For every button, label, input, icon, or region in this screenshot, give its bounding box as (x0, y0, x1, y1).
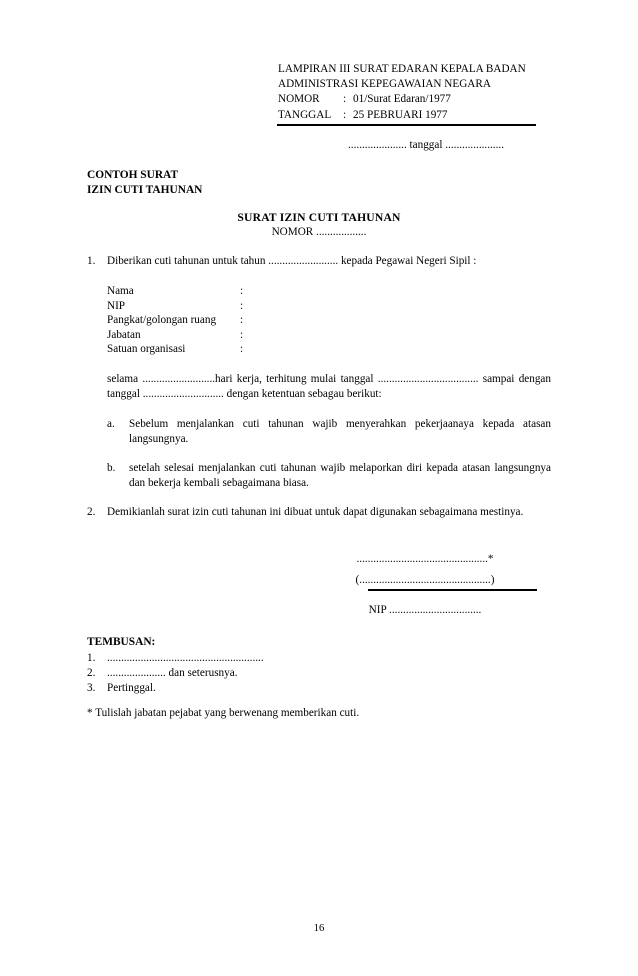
attachment-header-nomor-value: 01/Surat Edaran/1977 (353, 93, 451, 106)
signature-name-line: (...............................................) (355, 574, 495, 586)
attachment-header-tanggal-label: TANGGAL (278, 108, 332, 121)
tembusan-item-2 (87, 666, 264, 681)
clause-2-number: 2. (87, 506, 96, 518)
tembusan-item-1-number: 1. (87, 652, 96, 664)
document-title: SURAT IZIN CUTI TAHUNAN (237, 211, 401, 224)
sample-letter-caption (87, 168, 202, 197)
tembusan-item-2-number: 2. (87, 667, 96, 679)
employee-identity-fields (107, 284, 250, 357)
tembusan-list (87, 651, 264, 696)
clause-2-text: Demikianlah surat izin cuti tahunan ini dibuat untuk dapat digunakan sebagaimana mestinya. (107, 506, 524, 518)
attachment-header (278, 62, 578, 123)
attachment-header-line-2: ADMINISTRASI KEPEGAWAIAN NEGARA (278, 78, 491, 91)
leave-duration-paragraph: selama ..........................hari kerja, terhitung mulai tanggal .................................... sampai dengan tanggal ............................. dengan ketentuan sebagau berikut: (107, 373, 551, 401)
field-row-nama (107, 284, 250, 299)
field-row-jabatan (107, 328, 250, 343)
place-date-line: ..................... tanggal ..................... (348, 139, 504, 151)
field-row-nip (107, 299, 250, 314)
subitem-b-text: setelah selesai menjalankan cuti tahunan wajib melaporkan diri kepada atasan langsungnya dan bekerja kembali sebagaimana biasa. (129, 462, 551, 490)
clause-1 (87, 254, 551, 269)
field-row-pangkat (107, 313, 250, 328)
subitem-a-letter: a. (107, 418, 115, 430)
tembusan-item-3-number: 3. (87, 682, 96, 694)
field-colon-satuan-organisasi: : (240, 343, 244, 356)
attachment-header-tanggal-value: 25 PEBRUARI 1977 (353, 108, 448, 121)
clause-1-text: Diberikan cuti tahunan untuk tahun ......................... kepada Pegawai Negeri Sipil : (107, 255, 477, 267)
attachment-header-tanggal-colon: : (343, 108, 347, 121)
signature-underline-rule (368, 589, 537, 591)
caption-line-2: IZIN CUTI TAHUNAN (87, 183, 203, 196)
page-number: 16 (313, 923, 325, 934)
field-label-jabatan: Jabatan (107, 328, 141, 341)
tembusan-item-1-text: ........................................................ (107, 652, 264, 664)
subitem-b (107, 461, 551, 492)
field-colon-nama: : (240, 285, 244, 297)
clause-1-number: 1. (87, 255, 96, 267)
clause-2 (87, 505, 551, 520)
field-label-nip: NIP (107, 299, 126, 312)
document-number-line: NOMOR .................. (271, 226, 367, 238)
field-colon-pangkat: : (240, 314, 244, 327)
header-divider-rule (277, 124, 536, 126)
attachment-header-nomor-label: NOMOR (278, 93, 320, 106)
subitem-b-letter: b. (107, 462, 116, 474)
tembusan-item-3-text: Pertinggal. (107, 682, 156, 694)
field-label-satuan-organisasi: Satuan organisasi (107, 343, 186, 356)
subitem-a (107, 417, 551, 448)
caption-line-1: CONTOH SURAT (87, 169, 179, 181)
attachment-header-nomor-row (278, 92, 578, 107)
signature-nip-line: NIP ................................. (368, 604, 482, 616)
tembusan-item-1 (87, 651, 264, 666)
attachment-header-line-1: LAMPIRAN III SURAT EDARAN KEPALA BADAN (278, 63, 526, 75)
field-label-nama: Nama (107, 285, 134, 297)
field-colon-jabatan: : (240, 328, 244, 341)
subitem-a-text: Sebelum menjalankan cuti tahunan wajib menyerahkan pekerjaanaya kepada atasan langsungnya. (129, 418, 551, 446)
attachment-header-tanggal-row (278, 108, 578, 123)
tembusan-item-2-text: ..................... dan seterusnya. (107, 667, 238, 679)
field-label-pangkat: Pangkat/golongan ruang (107, 314, 217, 327)
attachment-header-nomor-colon: : (343, 93, 347, 106)
tembusan-heading: TEMBUSAN: (87, 636, 156, 648)
field-row-satuan-organisasi (107, 342, 250, 357)
field-colon-nip: : (240, 299, 244, 312)
footnote-asterisk-note: * Tulislah jabatan pejabat yang berwenang memberikan cuti. (87, 707, 360, 719)
signature-position-line: ...............................................* (356, 553, 494, 565)
tembusan-item-3 (87, 681, 264, 696)
